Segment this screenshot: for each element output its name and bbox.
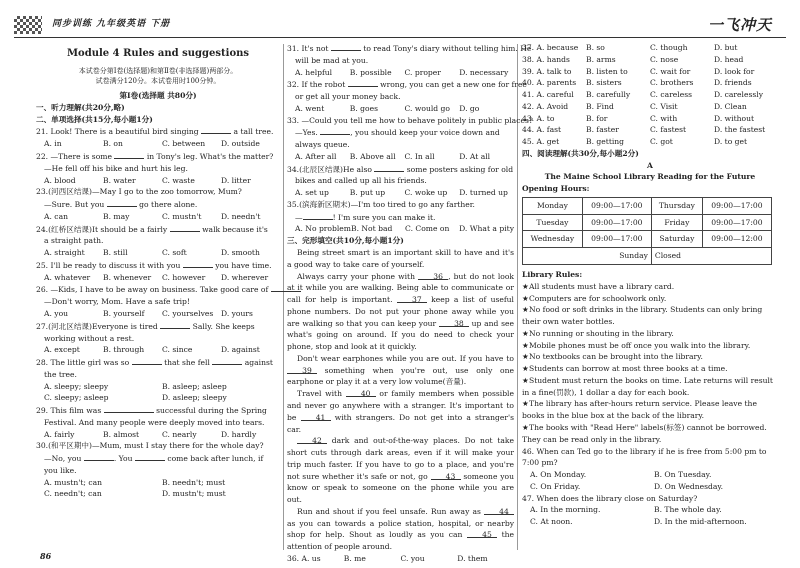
- cloze-blank[interactable]: 41: [301, 412, 331, 421]
- options-33: A. After all B. Above all C. In all D. At all: [295, 151, 491, 161]
- rule-item: ★Student must return the books on time. Late returns will result in a fine(罚款), 1 dollar a day for each book.: [522, 375, 773, 397]
- options-28: A. sleepy; sleepy B. asleep; asleep: [44, 381, 227, 391]
- question-24-line: a straight path.: [44, 236, 104, 246]
- column-left: [36, 42, 280, 500]
- options-27: A. except B. through C. since D. against: [44, 345, 260, 355]
- question-34: 34.(北辰区结课)He also some posters asking for old: [287, 164, 514, 174]
- question-26-line: —Don't worry, Mom. Have a safe trip!: [44, 297, 190, 307]
- options-45: 45. A. get B. getting C. got D. to get: [522, 137, 748, 147]
- header-pattern-icon: [14, 16, 42, 34]
- options-28: C. sleepy; asleep D. asleep; sleepy: [44, 393, 227, 403]
- answer-blank[interactable]: [107, 198, 137, 207]
- cloze-blank[interactable]: 36: [418, 271, 448, 280]
- question-34-line: bikes and called up all his friends.: [295, 176, 427, 186]
- answer-blank[interactable]: [104, 404, 154, 413]
- question-28-line: the tree.: [44, 369, 77, 379]
- question-22-line: —He fell off his bike and hurt his leg.: [44, 163, 188, 173]
- star-icon: ★: [522, 293, 529, 303]
- options-30: C. needn't; can D. mustn't; must: [44, 489, 226, 499]
- answer-blank[interactable]: [331, 42, 361, 51]
- answer-blank[interactable]: [320, 126, 350, 135]
- cloze-blank[interactable]: 44: [484, 506, 514, 515]
- star-icon: ★: [522, 281, 529, 291]
- answer-blank[interactable]: [135, 452, 165, 461]
- answer-blank[interactable]: [132, 356, 162, 365]
- opening-hours-table: [522, 197, 772, 265]
- options-46: A. On Monday. B. On Tuesday.: [530, 470, 712, 480]
- page-number: 86: [40, 550, 52, 561]
- options-26: A. you B. yourself C. yourselves D. yours: [44, 308, 253, 318]
- section-title: 一、听力理解(共20分,略): [36, 102, 125, 112]
- question-27: 27.(河北区结课)Everyone is tired Sally. She keeps: [36, 321, 255, 331]
- rule-item: ★The library has after-hours return service. Please leave the books in the blue box at the back of the library.: [522, 399, 757, 421]
- options-43: 43. A. to B. for C. with D. without: [522, 113, 755, 123]
- cloze-blank[interactable]: 45: [467, 529, 497, 538]
- reading-title: The Maine School Library Reading for the Future: [544, 172, 756, 182]
- question-33-line: —Yes. , you should keep your voice down and: [295, 128, 500, 138]
- question-22: 22. —There is some in Tony's leg. What's the matter?: [36, 152, 274, 162]
- answer-blank[interactable]: [160, 320, 190, 329]
- options-32: A. went B. goes C. would go D. go: [295, 103, 480, 113]
- star-icon: ★: [522, 352, 529, 362]
- options-24: A. straight B. still C. soft D. smooth: [44, 248, 260, 258]
- passage-letter: A: [647, 160, 653, 170]
- cloze-blank[interactable]: 38: [439, 318, 469, 327]
- question-33: 33. —Could you tell me how to behave politely in public places?: [287, 115, 533, 125]
- options-39: 39. A. talk to B. listen to C. wait for D. look for: [522, 66, 755, 76]
- star-icon: ★: [522, 375, 529, 385]
- options-29: A. fairly B. almost C. nearly D. hardly: [44, 429, 257, 439]
- options-22: A. blood B. water C. waste D. litter: [44, 175, 251, 185]
- rule-item: ★No running or shouting in the library.: [522, 328, 674, 338]
- column-middle: [287, 42, 533, 565]
- options-36: 36. A. us B. me C. you D. them: [287, 553, 488, 563]
- options-21: A. in B. on C. between D. outside: [44, 139, 260, 149]
- column-right: [522, 42, 778, 528]
- answer-blank[interactable]: [183, 259, 213, 268]
- rules-title: Library Rules:: [522, 270, 583, 280]
- rule-item: ★The books with "Read Here" labels(标签) cannot be borrowed. They can be read only in the library.: [522, 422, 767, 444]
- answer-blank[interactable]: [303, 211, 333, 220]
- answer-blank[interactable]: [201, 125, 231, 134]
- header-title: 同步训练 九年级英语 下册: [52, 19, 171, 29]
- options-47: A. In the morning. B. The whole day.: [530, 505, 722, 515]
- question-31-line: will be mad at you.: [295, 55, 369, 65]
- answer-blank[interactable]: [348, 78, 378, 87]
- opening-hours-label: Opening Hours:: [522, 184, 590, 194]
- options-40: 40. A. parents B. sisters C. brothers D. friends: [522, 78, 752, 88]
- question-30-line: you like.: [44, 465, 77, 475]
- cloze-blank[interactable]: 37: [397, 294, 427, 303]
- star-icon: ★: [522, 340, 529, 350]
- question-35-line: — ! I'm sure you can make it.: [295, 212, 436, 222]
- cloze-paragraph: Travel with 40 or family members when possible and never go anywhere with a stranger. It's important to be 41 with strangers. Do not get into a stranger's car.: [287, 389, 515, 434]
- options-30: A. mustn't; can B. needn't; must: [44, 477, 226, 487]
- section-title: 四、阅读理解(共30分,每小题2分): [522, 148, 639, 158]
- options-34: A. set up B. put up C. woke up D. turned up: [295, 188, 508, 198]
- answer-blank[interactable]: [84, 452, 114, 461]
- section-title: 二、单项选择(共15分,每小题1分): [36, 114, 153, 124]
- cloze-paragraph: Run and shout if you feel unsafe. Run away as 44 as you can towards a police station, hospital, or nearby shop for help. Shout as loudly as you can 45 the attention of people around.: [287, 506, 514, 552]
- star-icon: ★: [522, 328, 529, 338]
- question-35: 35.(滨海新区期末)—I'm too tired to go any farther.: [287, 199, 475, 209]
- question-30-line: —No, you . You come back after lunch, if: [44, 454, 264, 464]
- options-46: C. On Friday. D. On Wednesday.: [530, 481, 724, 491]
- options-23: A. can B. may C. mustn't D. needn't: [44, 211, 261, 221]
- question-32-line: or get all your money back.: [295, 92, 401, 102]
- instructions: 试卷满分120分。本试卷用时100分钟。: [95, 77, 221, 86]
- question-30: 30.(和平区期中)—Mum, must I stay there for the whole day?: [36, 441, 264, 451]
- instructions: 本试卷分第Ⅰ卷(选择题)和第Ⅱ卷(非选择题)两部分。: [78, 66, 238, 75]
- star-icon: ★: [522, 422, 529, 432]
- options-31: A. helpful B. possible C. proper D. necessary: [295, 67, 509, 77]
- cloze-blank[interactable]: 40: [346, 388, 376, 397]
- page-header: [14, 14, 786, 38]
- options-25: A. whatever B. whenever C. however D. wherever: [44, 272, 269, 282]
- question-29: 29. This film was successful during the Spring: [36, 406, 267, 416]
- table-row: Wednesday 09:00—17:00 Saturday 09:00—12:00: [523, 231, 772, 248]
- rule-item: ★Students can borrow at most three books at a time.: [522, 364, 728, 374]
- star-icon: ★: [522, 305, 529, 315]
- rule-item: ★Computers are for schoolwork only.: [522, 293, 667, 303]
- question-23: 23.(河西区结课)—May I go to the zoo tomorrow, Mum?: [36, 187, 242, 197]
- cloze-paragraph: Don't wear earphones while you are out. If you have to 39 something when you're out, use only one earphone or play it at a very low volume(音量).: [287, 353, 515, 387]
- options-35: A. No problem B. Not bad C. Come on D. What a pity: [295, 224, 514, 234]
- part-title: 第Ⅰ卷(选择题 共80分): [119, 91, 197, 101]
- question-47: 47. When does the library close on Saturday?: [522, 493, 698, 503]
- question-27-line: working without a rest.: [44, 333, 135, 343]
- cloze-blank[interactable]: 39: [287, 365, 317, 374]
- header-brand: 一飞冲天: [707, 16, 772, 34]
- options-42: 42. A. Avoid B. Find C. Visit D. Clean: [522, 101, 747, 111]
- rule-item: ★All students must have a library card.: [522, 281, 675, 291]
- question-31: 31. It's not to read Tony's diary without telling him. He: [287, 44, 532, 53]
- table-row: Monday 09:00—17:00 Thursday 09:00—17:00: [523, 197, 772, 214]
- options-37: 37. A. because B. so C. though D. but: [522, 43, 738, 52]
- star-icon: ★: [522, 364, 529, 374]
- table-row: Tuesday 09:00—17:00 Friday 09:00—17:00: [523, 214, 772, 231]
- options-38: 38. A. hands B. arms C. nose D. head: [522, 54, 744, 64]
- question-21: 21. Look! There is a beautiful bird singing a tall tree.: [36, 127, 274, 137]
- rule-item: ★No textbooks can be brought into the library.: [522, 352, 703, 362]
- question-23-line: —Sure. But you go there alone.: [44, 200, 198, 210]
- table-row: Sunday Closed: [523, 248, 772, 265]
- column-divider: [283, 44, 284, 550]
- question-33-line: always queue.: [295, 140, 350, 150]
- question-29-line: Festival. And many people were deeply moved into tears.: [44, 417, 265, 427]
- options-41: 41. A. careful B. carefully C. careless D. carelessly: [522, 90, 763, 100]
- question-32: 32. If the robot wrong, you can get a new one for free: [287, 80, 527, 90]
- rule-item: ★No food or soft drinks in the library. Students can only bring their own water bottles.: [522, 305, 763, 327]
- cloze-paragraph: Being street smart is an important skill to have and it's a good way to take care of yourself.: [287, 248, 514, 269]
- question-24: 24.(红桥区结课)It should be a fairly walk because it's: [36, 224, 268, 234]
- answer-blank[interactable]: [212, 356, 242, 365]
- options-44: 44. A. fast B. faster C. fastest D. the fastest: [522, 125, 766, 135]
- rule-item: ★Mobile phones must be off once you walk into the library.: [522, 340, 751, 350]
- cloze-paragraph: 42 dark and out-of-the-way places. Do not take short cuts through dark areas, even if it will make your trip much faster. If you have to go to a place, and you're not sure whether it's safe or not, go 43 someone you know or speak to someone on the phone while you are out.: [287, 436, 514, 505]
- cloze-blank[interactable]: 42: [297, 435, 327, 444]
- star-icon: ★: [522, 399, 529, 409]
- module-title: Module 4 Rules and suggestions: [66, 48, 250, 59]
- options-47: C. At noon. D. In the mid-afternoon.: [530, 517, 747, 527]
- section-title: 三、完形填空(共10分,每小题1分): [287, 236, 404, 246]
- question-46: 46. When can Ted go to the library if he is free from 5:00 pm to 7:00 pm?: [522, 446, 767, 468]
- question-26: 26. —Kids, I have to be away on business. Take good care of: [36, 283, 280, 296]
- cloze-paragraph: Always carry your phone with 36 , but do not look at it while you are walking. Being able to communicate or call for help is important. 37 keep a list of useful phone numbers. Do not put your phone away while you are walking so that you can keep your 38 up and see what's going on around. If you do need to check your phone, stop and look at it quickly.: [287, 271, 514, 352]
- answer-blank[interactable]: [114, 150, 144, 159]
- question-28: 28. The little girl was so that she fell against: [36, 358, 273, 368]
- question-25: 25. I'll be ready to discuss it with you you have time.: [36, 260, 272, 270]
- cloze-blank[interactable]: 43: [431, 471, 461, 480]
- answer-blank[interactable]: [170, 223, 200, 232]
- answer-blank[interactable]: [374, 163, 404, 172]
